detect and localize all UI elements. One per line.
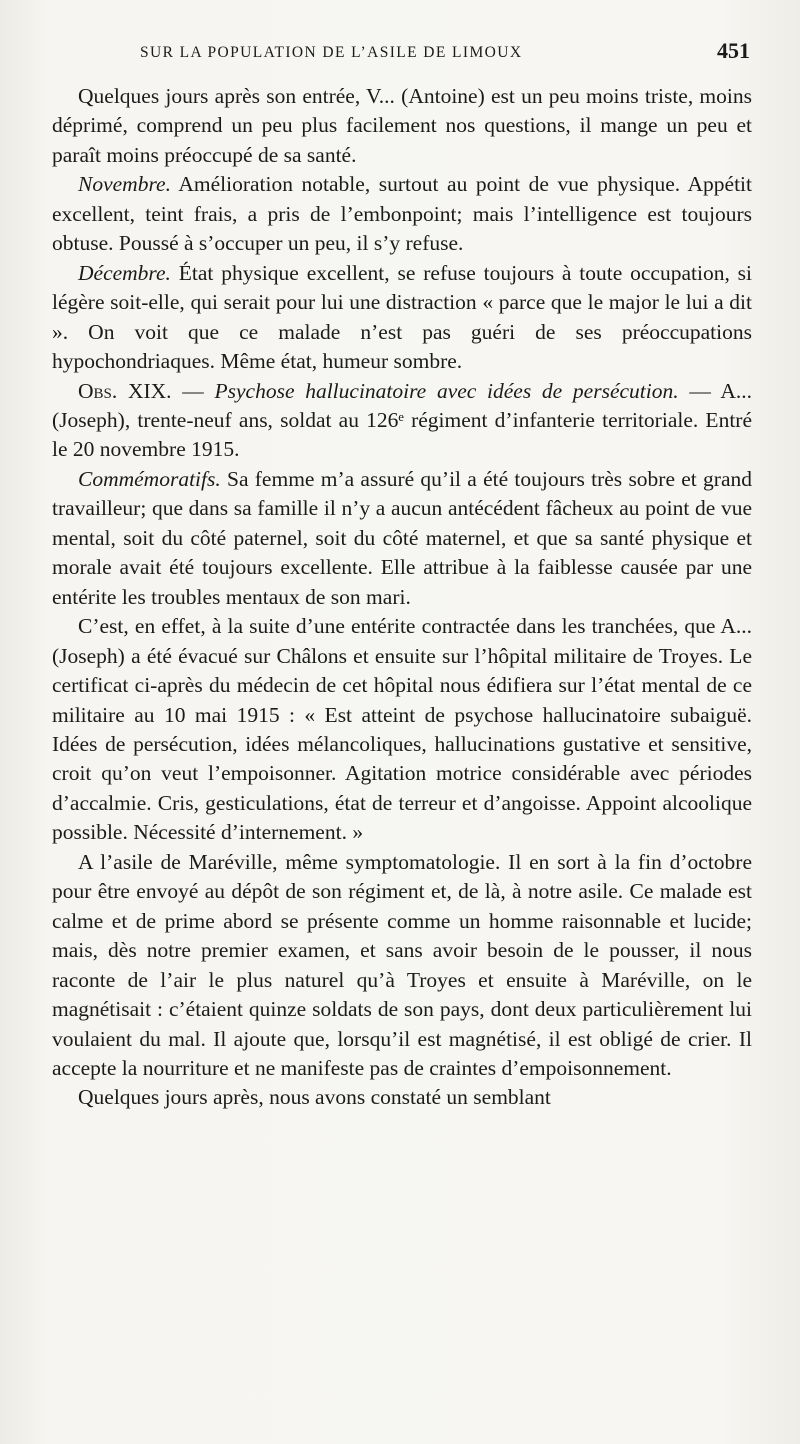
observation-title: Psychose hallucinatoire avec idées de persécution. [214,378,679,403]
observation-heading [52,377,752,465]
decembre-label: Décembre. [78,260,171,285]
decembre-text: État physique excellent, se refuse toujours à toute occupation, si légère soit-elle, qui serait pour lui une distraction « parce que le major le lui a dit ». On voit que ce malade n’est pas guéri de ses préoccupations hypochondriaques. Même état, humeur sombre. [52,260,752,374]
commemoratifs-text: Sa femme m’a assuré qu’il a été toujours très sobre et grand travailleur; que dans sa famille il n’y a aucun antécédent fâcheux au point de vue mental, soit du côté paternel, soit du côté maternel, et que sa santé physique et morale avait été toujours excellente. Elle attribue à la faiblesse causée par une entérite les troubles mentaux de son mari. [52,466,752,609]
novembre-text: Amélioration notable, surtout au point de vue physique. Appétit excellent, teint frais, a pris de l’embonpoint; mais l’intelligence est toujours obtuse. Poussé à s’occuper un peu, il s’y refuse. [52,172,752,256]
page-header [52,38,752,68]
observation-dash: — [171,378,215,403]
paragraph-decembre [52,259,752,377]
paragraph-6: C’est, en effet, à la suite d’une entérite contractée dans les tranchées, que A... (Joseph) a été évacué sur Châlons et ensuite sur l’hôpital militaire de Troyes. Le certificat ci-après du médecin de cet hôpital nous édifiera sur l’état mental de ce militaire au 10 mai 1915 : « Est atteint de psychose hallucinatoire subaiguë. Idées de persécution, idées mélancoliques, hallucinations gustative et sensitive, croit qu’on veut l’empoisonner. Agitation motrice considérable avec périodes d’accalmie. Cris, gesticulations, état de terreur et d’angoisse. Appoint alcoolique possible. Nécessité d’internement. » [52,614,752,845]
paragraph-7: A l’asile de Maréville, même symptomatologie. Il en sort à la fin d’octobre pour être envoyé au dépôt de son régiment et, de là, à notre asile. Ce malade est calme et de prime abord se présente comme un homme raisonnable et lucide; mais, dès notre premier examen, et sans avoir besoin de le pousser, il nous raconte de l’air le plus naturel qu’à Troyes et ensuite à Maréville, on le magnétisait : c’étaient quinze soldats de son pays, dont deux particulièrement lui voulaient du mal. Il ajoute que, lorsqu’il est magnétisé, il est obligé de crier. Il accepte la nourriture et ne manifeste pas de craintes d’empoisonnement. [52,849,752,1080]
commemoratifs-label: Commémoratifs. [78,466,221,491]
observation-number: Obs. XIX. [78,378,172,403]
paragraph-8: Quelques jours après, nous avons constaté un semblant [78,1085,551,1110]
body-text [52,82,752,1113]
observation-text: — A... (Joseph), trente-neuf ans, soldat au 126ᵉ régiment d’infanterie territoriale. Entré le 20 novembre 1915. [52,378,753,462]
paragraph-1: Quelques jours après son entrée, V... (Antoine) est un peu moins triste, moins déprimé, comprend un peu plus facilement nos questions, il mange un peu et paraît moins préoccupé de sa santé. [52,84,752,167]
page-number: 451 [717,38,750,63]
paragraph-novembre [52,170,752,258]
paragraph-commemoratifs [52,465,752,612]
running-head: SUR LA POPULATION DE L’ASILE DE LIMOUX [140,44,523,61]
novembre-label: Novembre. [78,172,171,197]
